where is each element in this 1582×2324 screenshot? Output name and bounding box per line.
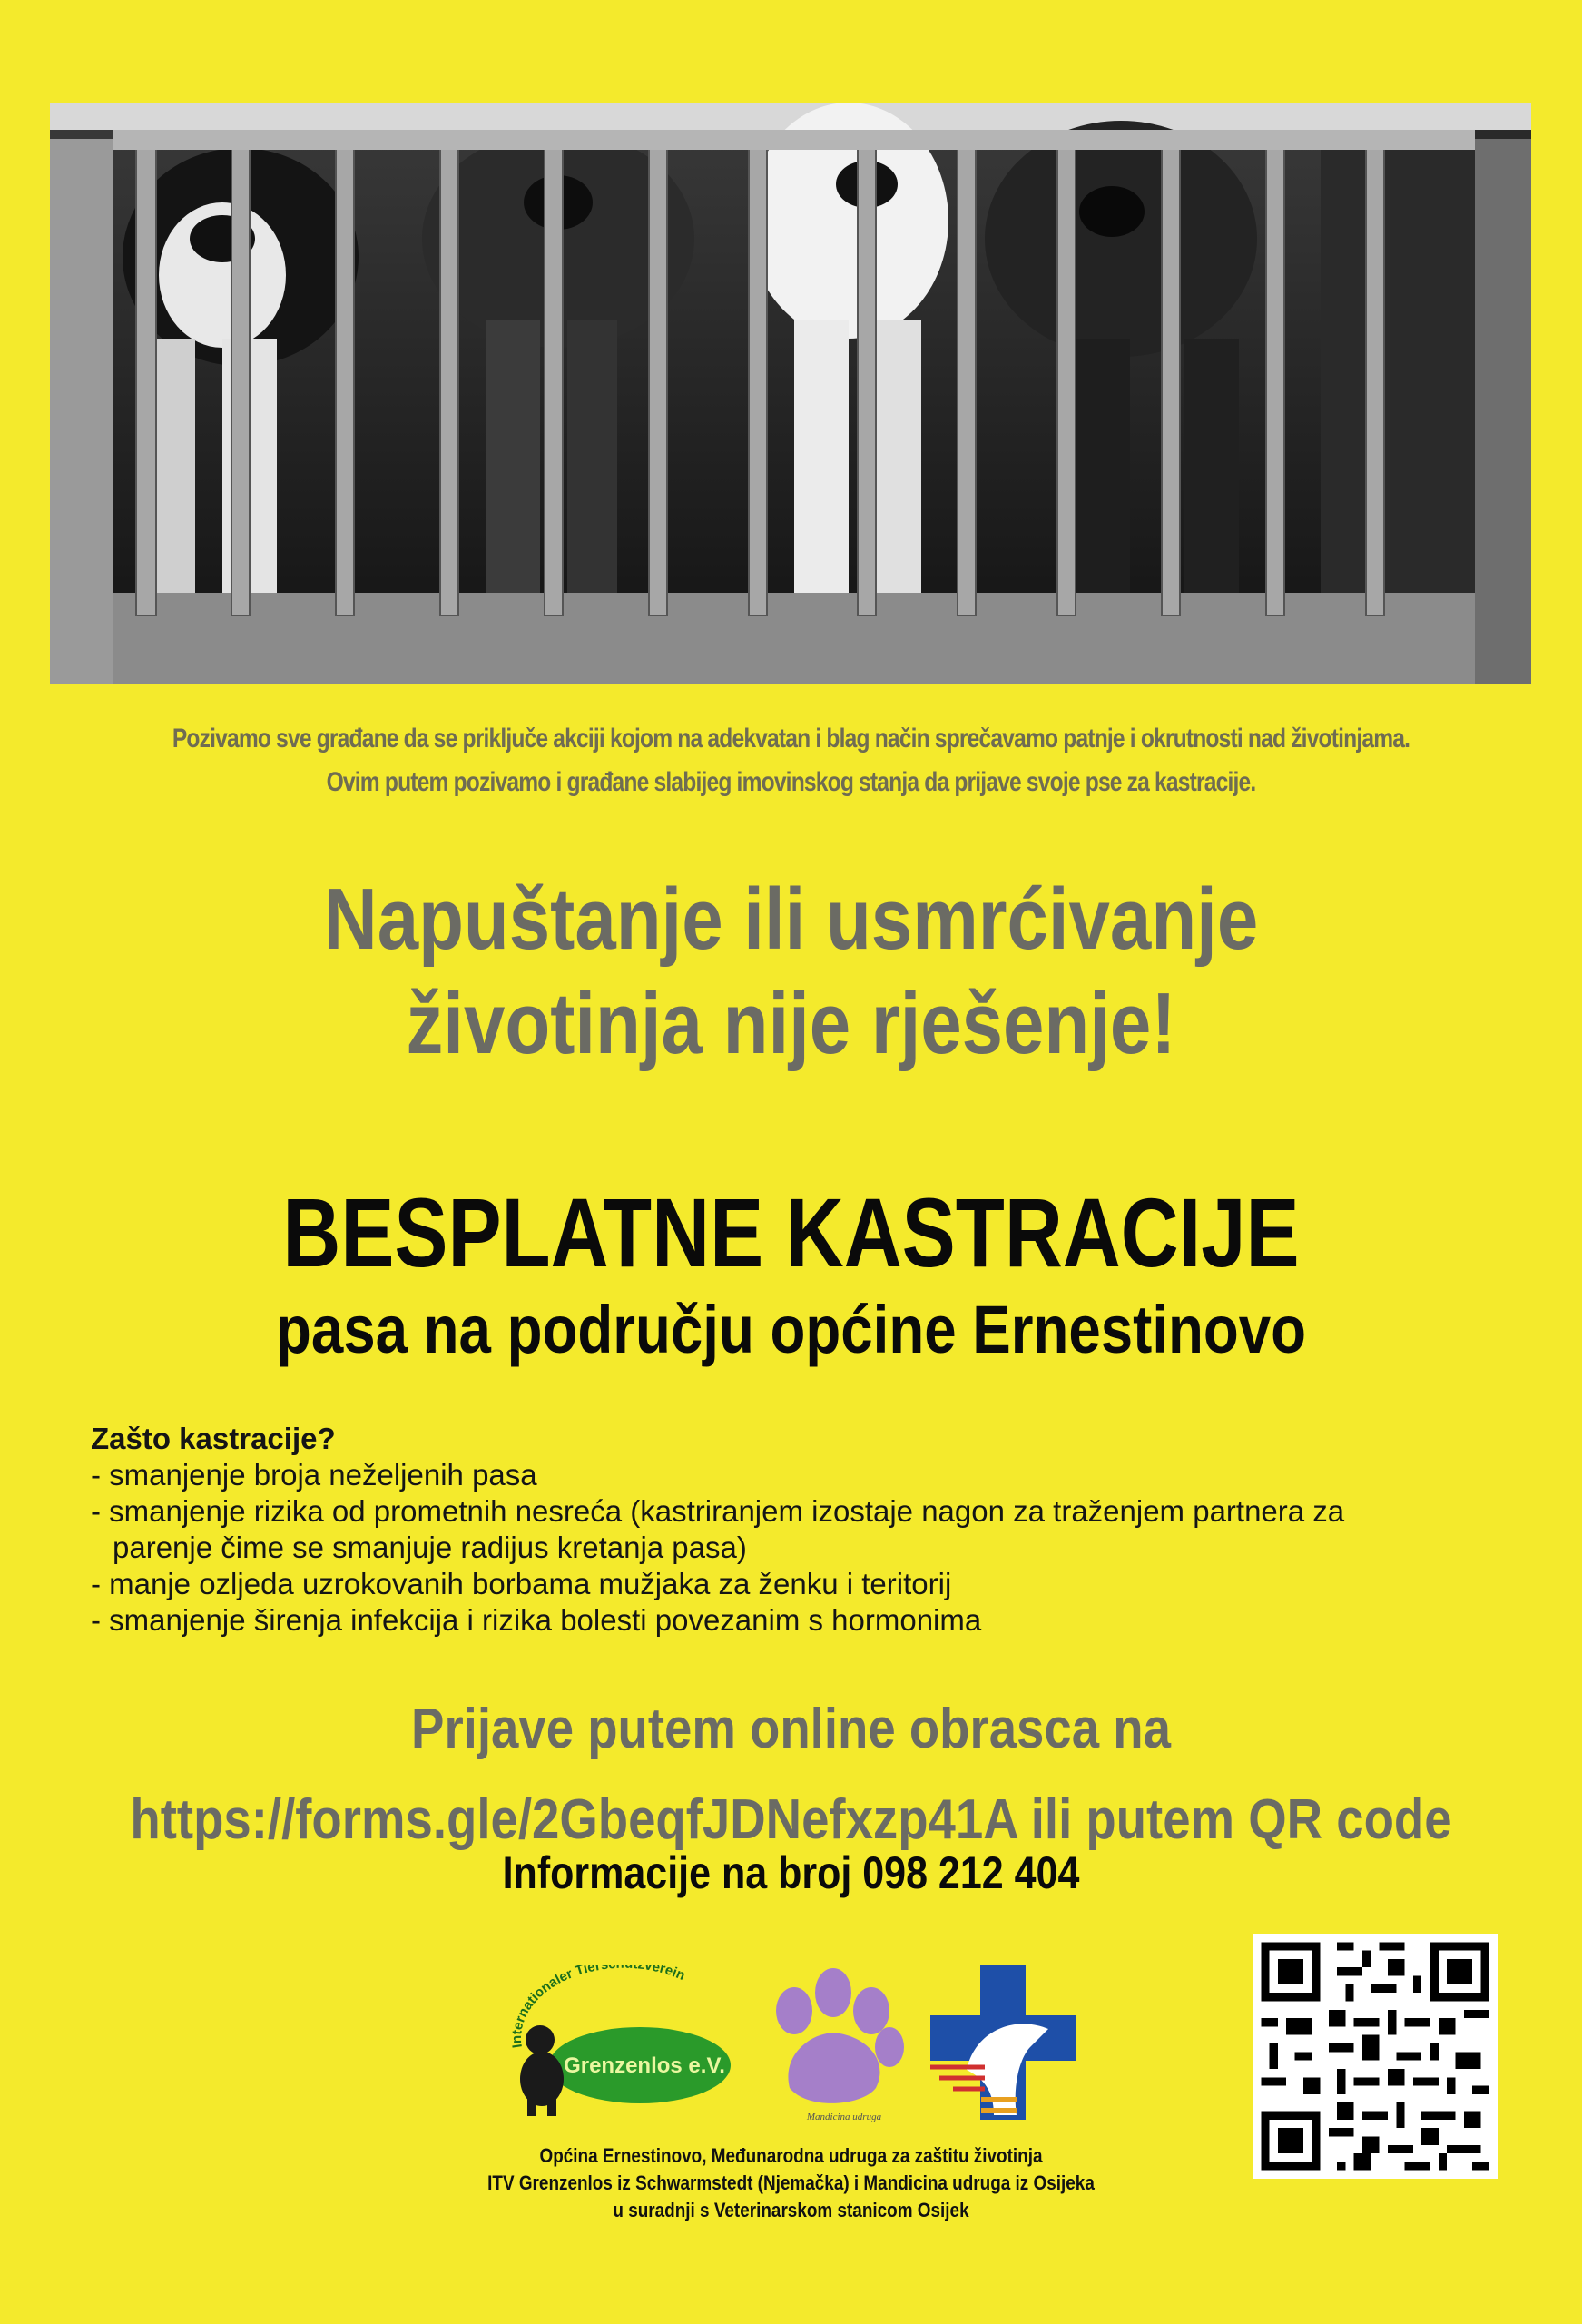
main-title bbox=[0, 1177, 1582, 1287]
phone-info bbox=[0, 1841, 1582, 1905]
subtitle bbox=[0, 1289, 1582, 1371]
subtitle-text: pasa na području općine Ernestinovo bbox=[275, 1292, 1307, 1367]
reasons-list bbox=[91, 1421, 1507, 1639]
intro-text bbox=[0, 717, 1582, 804]
main-title-text: BESPLATNE KASTRACIJE bbox=[282, 1177, 1300, 1287]
mandicina-logo bbox=[753, 1961, 917, 2124]
headline-line-2: životinja nije rješenje! bbox=[406, 975, 1176, 1072]
grenzenlos-logo bbox=[495, 1965, 740, 2120]
grenzenlos-arc-text: Internationaler Tier verein bbox=[508, 1965, 688, 2049]
reason-item: - smanjenje rizika od prometnih nesreća (kastriranjem izostaje nagon za traženjem partnera za bbox=[91, 1494, 1345, 1528]
intro-line-1: Pozivamo sve građane da se priključe akciji kojom na adekvatan i blag način sprečavamo patnje i okrutnosti nad životinjama. bbox=[172, 724, 1410, 753]
headline-line-1: Napuštanje ili usmrćivanje bbox=[323, 871, 1259, 968]
reason-item: - smanjenje broja neželjenih pasa bbox=[91, 1458, 537, 1492]
reason-item-continuation: parenje čime se smanjuje radijus kretanja pasa) bbox=[113, 1531, 747, 1564]
mandicina-caption: Mandicina udruga bbox=[806, 2112, 882, 2122]
phone-info-text: Informacije na broj 098 212 404 bbox=[502, 1847, 1080, 1898]
paw-icon bbox=[753, 1961, 917, 2124]
footer-line-1: Općina Ernestinovo, Međunarodna udruga za zaštitu životinja bbox=[539, 2144, 1043, 2167]
footer-line-2: ITV Grenzenlos iz Schwarmstedt (Njemačka) i Mandicina udruga iz Osijeka bbox=[487, 2171, 1095, 2194]
intro-line-2: Ovim putem pozivamo i građane slabijeg imovinskog stanja da prijave svoje pse za kastracije. bbox=[326, 767, 1256, 797]
dog-silhouette-icon bbox=[520, 2025, 564, 2116]
reason-item: - manje ozljeda uzrokovanih borbama mužjaka za ženku i teritorij bbox=[91, 1567, 952, 1600]
footer-credits bbox=[0, 2142, 1582, 2224]
footer-line-3: u suradnji s Veterinarskom stanicom Osijek bbox=[613, 2199, 969, 2221]
reasons-question: Zašto kastracije? bbox=[91, 1422, 336, 1455]
apply-link[interactable]: https://forms.gle/2GbeqfJDNefxzp41A ili putem QR code bbox=[130, 1788, 1452, 1851]
reason-item: - smanjenje širenja infekcija i rizika bolesti povezanim s hormonima bbox=[91, 1603, 982, 1637]
dogs-behind-bars-photo bbox=[50, 103, 1531, 684]
vet-cross-icon bbox=[930, 1965, 1076, 2120]
headline bbox=[0, 867, 1582, 1076]
apply-line-1: Prijave putem online obrasca na bbox=[411, 1698, 1171, 1760]
vet-station-logo bbox=[930, 1965, 1076, 2120]
application-info bbox=[0, 1684, 1582, 1866]
grenzenlos-name: Grenzenlos e.V. bbox=[564, 2053, 725, 2078]
